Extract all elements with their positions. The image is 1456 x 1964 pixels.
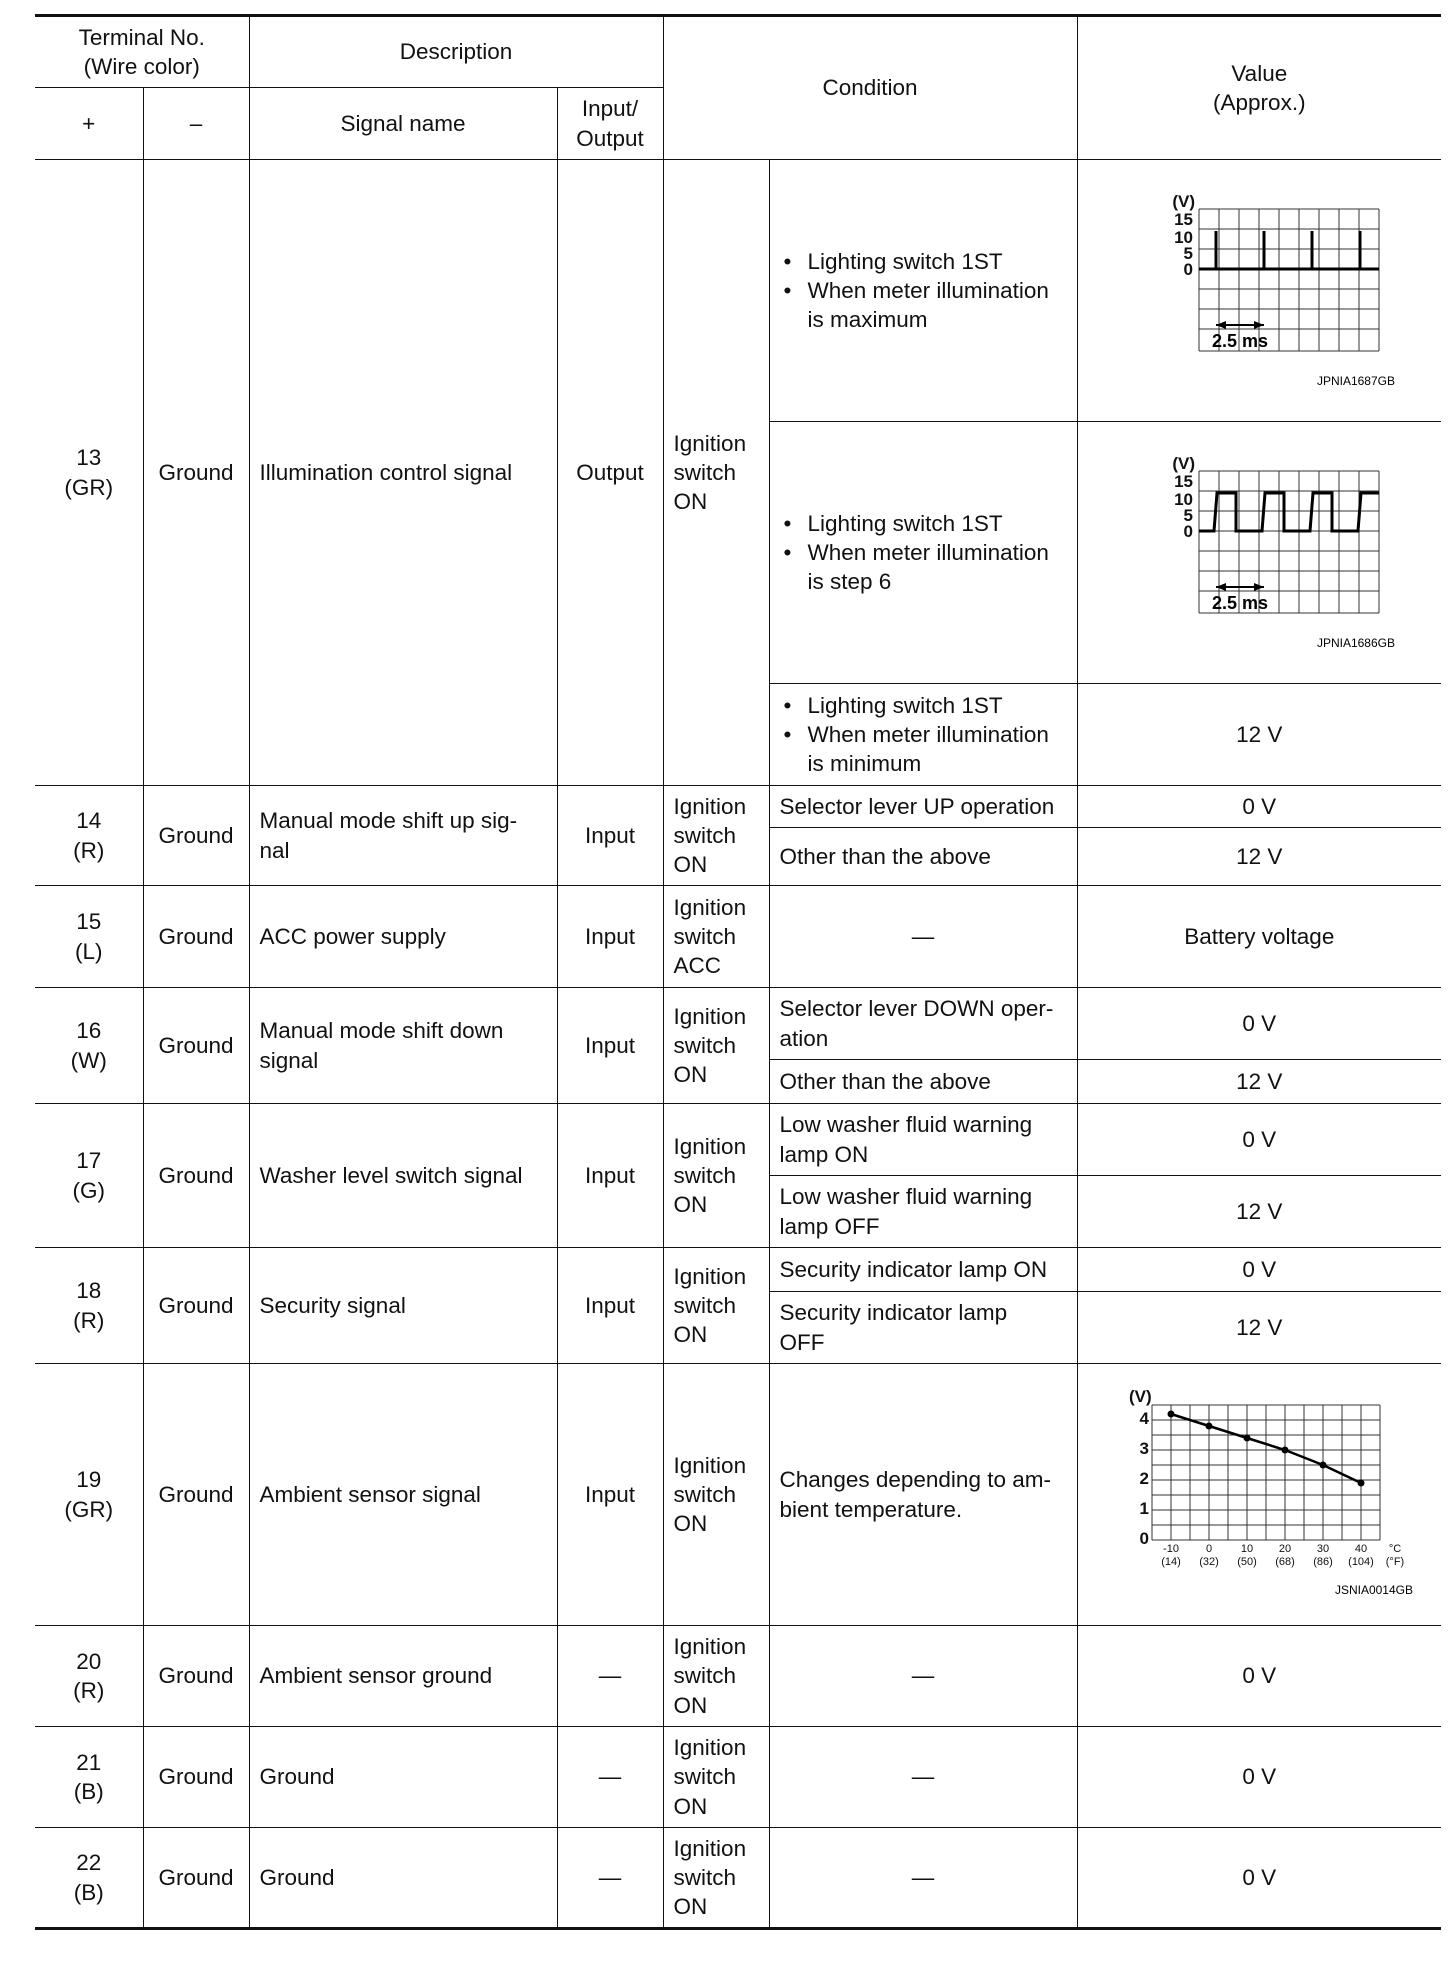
- header-io: Input/ Output: [557, 88, 663, 160]
- condition-17b: Low washer fluid warning lamp OFF: [769, 1176, 1077, 1248]
- figure-id: JPNIA1686GB: [1317, 635, 1396, 650]
- value-14a: 0 V: [1077, 786, 1441, 828]
- header-minus: –: [143, 88, 249, 160]
- value-13a: [1077, 160, 1441, 422]
- ignition-14: Ignition switch ON: [663, 786, 769, 886]
- signal-18: Security signal: [249, 1248, 557, 1364]
- signal-13: Illumination control signal: [249, 160, 557, 786]
- bullet: • When meter illumination is maximum: [798, 276, 1067, 335]
- chart-xtick: -10: [1163, 1543, 1180, 1555]
- data-point: [1244, 1435, 1251, 1442]
- terminal-19: 19 (GR): [35, 1364, 143, 1626]
- value-18a: 0 V: [1077, 1248, 1441, 1292]
- figure-id: JSNIA0014GB: [1335, 1583, 1414, 1597]
- terminal-14: 14 (R): [35, 786, 143, 886]
- signal-17: Washer level switch signal: [249, 1104, 557, 1248]
- terminal-13: 13 (GR): [35, 160, 143, 786]
- data-point: [1282, 1447, 1289, 1454]
- ignition-17: Ignition switch ON: [663, 1104, 769, 1248]
- value-19: [1077, 1364, 1441, 1626]
- waveform-ytick: 5: [1183, 505, 1194, 525]
- waveform-unit: (V): [1172, 453, 1196, 473]
- ground-17: Ground: [143, 1104, 249, 1248]
- signal-16: Manual mode shift down signal: [249, 988, 557, 1104]
- header-value: Value (Approx.): [1077, 16, 1441, 160]
- waveform-time: 2.5 ms: [1212, 592, 1269, 613]
- pulse-waveform-max: [1119, 191, 1399, 391]
- ground-14: Ground: [143, 786, 249, 886]
- waveform-ytick: 10: [1174, 227, 1194, 247]
- chart-ytick: 4: [1139, 1409, 1150, 1428]
- condition-21: —: [769, 1727, 1077, 1828]
- value-21: 0 V: [1077, 1727, 1441, 1828]
- condition-13b: [769, 422, 1077, 684]
- value-22: 0 V: [1077, 1828, 1441, 1929]
- header-plus: +: [35, 88, 143, 160]
- signal-20: Ambient sensor ground: [249, 1626, 557, 1727]
- ground-15: Ground: [143, 886, 249, 988]
- io-18: Input: [557, 1248, 663, 1364]
- header-terminal-no: Terminal No. (Wire color): [35, 16, 249, 88]
- value-15: Battery voltage: [1077, 886, 1441, 988]
- io-20: —: [557, 1626, 663, 1727]
- io-17: Input: [557, 1104, 663, 1248]
- header-signal-name: Signal name: [249, 88, 557, 160]
- ground-16: Ground: [143, 988, 249, 1104]
- signal-15: ACC power supply: [249, 886, 557, 988]
- io-15: Input: [557, 886, 663, 988]
- ignition-21: Ignition switch ON: [663, 1727, 769, 1828]
- condition-18b: Security indicator lamp OFF: [769, 1292, 1077, 1364]
- terminal-21: 21 (B): [35, 1727, 143, 1828]
- ignition-18: Ignition switch ON: [663, 1248, 769, 1364]
- terminal-22: 22 (B): [35, 1828, 143, 1929]
- bullet: • When meter illumination is minimum: [798, 720, 1067, 779]
- value-13b: [1077, 422, 1441, 684]
- io-16: Input: [557, 988, 663, 1104]
- value-16a: 0 V: [1077, 988, 1441, 1060]
- chart-xtick-f: (14): [1161, 1556, 1182, 1568]
- terminal-16: 16 (W): [35, 988, 143, 1104]
- condition-14b: Other than the above: [769, 828, 1077, 886]
- condition-14a: Selector lever UP operation: [769, 786, 1077, 828]
- chart-xtick-f: (50): [1237, 1556, 1258, 1568]
- condition-19: Changes depending to am- bient temperature.: [769, 1364, 1077, 1626]
- chart-unit: (V): [1129, 1387, 1152, 1406]
- condition-13c: [769, 684, 1077, 786]
- value-17a: 0 V: [1077, 1104, 1441, 1176]
- io-13: Output: [557, 160, 663, 786]
- ground-19: Ground: [143, 1364, 249, 1626]
- value-16b: 12 V: [1077, 1060, 1441, 1104]
- waveform-unit: (V): [1172, 191, 1196, 211]
- figure-id: JPNIA1687GB: [1317, 373, 1396, 388]
- condition-13a: [769, 160, 1077, 422]
- chart-ytick: 2: [1139, 1469, 1150, 1488]
- chart-xtick-f: (104): [1348, 1556, 1375, 1568]
- data-point: [1320, 1462, 1327, 1469]
- condition-20: —: [769, 1626, 1077, 1727]
- terminal-table: [35, 14, 1441, 1930]
- waveform-ytick: 0: [1183, 521, 1194, 541]
- chart-xtick-f: (68): [1275, 1556, 1296, 1568]
- waveform-ytick: 15: [1174, 471, 1194, 491]
- bullet: • When meter illumination is step 6: [798, 538, 1067, 597]
- condition-22: —: [769, 1828, 1077, 1929]
- chart-xunit: °C: [1389, 1543, 1402, 1555]
- ground-21: Ground: [143, 1727, 249, 1828]
- ground-20: Ground: [143, 1626, 249, 1727]
- condition-17a: Low washer fluid warning lamp ON: [769, 1104, 1077, 1176]
- chart-ytick: 3: [1139, 1439, 1150, 1458]
- io-22: —: [557, 1828, 663, 1929]
- chart-ytick: 1: [1139, 1499, 1150, 1518]
- ambient-sensor-chart: [1099, 1382, 1419, 1607]
- waveform-ytick: 15: [1174, 209, 1194, 229]
- chart-xtick: 30: [1317, 1543, 1330, 1555]
- waveform-ytick: 10: [1174, 489, 1194, 509]
- signal-19: Ambient sensor signal: [249, 1364, 557, 1626]
- chart-xtick-f: (86): [1313, 1556, 1334, 1568]
- signal-22: Ground: [249, 1828, 557, 1929]
- value-17b: 12 V: [1077, 1176, 1441, 1248]
- ground-13: Ground: [143, 160, 249, 786]
- ground-22: Ground: [143, 1828, 249, 1929]
- io-21: —: [557, 1727, 663, 1828]
- data-point: [1206, 1423, 1213, 1430]
- pulse-waveform-step6: [1119, 453, 1399, 653]
- condition-15: —: [769, 886, 1077, 988]
- ignition-13: Ignition switch ON: [663, 160, 769, 786]
- signal-21: Ground: [249, 1727, 557, 1828]
- terminal-15: 15 (L): [35, 886, 143, 988]
- waveform-ytick: 0: [1183, 259, 1194, 279]
- waveform-ytick: 5: [1183, 243, 1194, 263]
- terminal-18: 18 (R): [35, 1248, 143, 1364]
- bullet: • Lighting switch 1ST: [798, 509, 1067, 538]
- value-18b: 12 V: [1077, 1292, 1441, 1364]
- value-20: 0 V: [1077, 1626, 1441, 1727]
- ignition-22: Ignition switch ON: [663, 1828, 769, 1929]
- terminal-17: 17 (G): [35, 1104, 143, 1248]
- ignition-16: Ignition switch ON: [663, 988, 769, 1104]
- condition-16b: Other than the above: [769, 1060, 1077, 1104]
- ignition-20: Ignition switch ON: [663, 1626, 769, 1727]
- condition-16a: Selector lever DOWN oper- ation: [769, 988, 1077, 1060]
- value-14b: 12 V: [1077, 828, 1441, 886]
- value-13c: 12 V: [1077, 684, 1441, 786]
- header-description: Description: [249, 16, 663, 88]
- io-19: Input: [557, 1364, 663, 1626]
- chart-ytick: 0: [1139, 1529, 1150, 1548]
- signal-14: Manual mode shift up sig- nal: [249, 786, 557, 886]
- chart-xtick-f: (32): [1199, 1556, 1220, 1568]
- header-condition: Condition: [663, 16, 1077, 160]
- bullet: • Lighting switch 1ST: [798, 247, 1067, 276]
- data-point: [1358, 1480, 1365, 1487]
- ground-18: Ground: [143, 1248, 249, 1364]
- chart-xtick: 40: [1355, 1543, 1368, 1555]
- io-14: Input: [557, 786, 663, 886]
- bullet: • Lighting switch 1ST: [798, 691, 1067, 720]
- chart-xtick: 20: [1279, 1543, 1292, 1555]
- chart-xunit-f: (°F): [1386, 1556, 1405, 1568]
- waveform-time: 2.5 ms: [1212, 330, 1269, 351]
- ignition-15: Ignition switch ACC: [663, 886, 769, 988]
- condition-18a: Security indicator lamp ON: [769, 1248, 1077, 1292]
- chart-xtick: 0: [1206, 1543, 1213, 1555]
- terminal-20: 20 (R): [35, 1626, 143, 1727]
- chart-xtick: 10: [1241, 1543, 1254, 1555]
- ignition-19: Ignition switch ON: [663, 1364, 769, 1626]
- data-point: [1168, 1411, 1175, 1418]
